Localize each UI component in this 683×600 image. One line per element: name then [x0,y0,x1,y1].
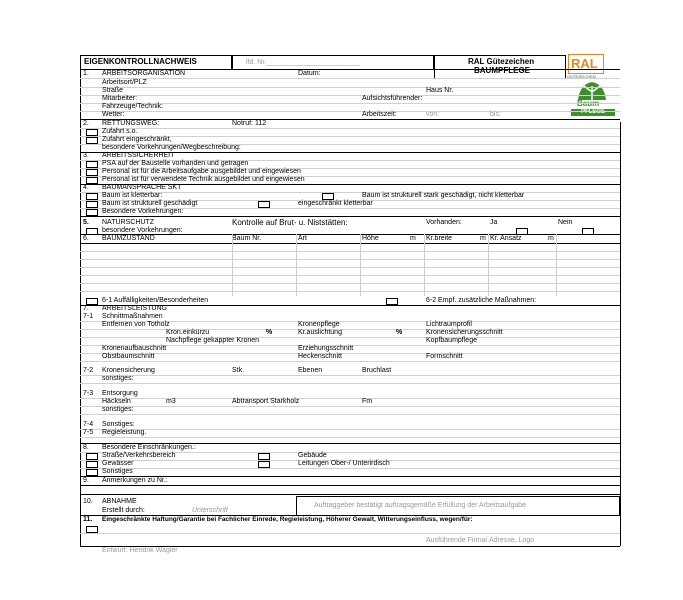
col-kr-breite-unit: m [480,235,486,242]
entsorgung-label: Entsorgung [102,390,138,397]
rule [80,398,620,399]
notruf-label: Notruf: 112 [232,120,267,127]
unterschrift-label[interactable]: Unterschrift [192,507,228,514]
rule [80,87,620,88]
rule [80,291,620,292]
section9-title: Anmerkungen zu Nr.: [102,477,168,484]
rule [80,353,620,354]
rule [80,533,620,534]
col-hoehe: Höhe [362,235,379,242]
col-divider [424,234,425,296]
section8-title: Besondere Einschränkungen.: [102,444,196,451]
rule [80,329,620,330]
nicht-kletterbar-checkbox[interactable] [322,193,334,200]
section10-title: ABNAHME [102,498,137,505]
s72-number: 7-2 [83,367,94,374]
ral-line2: BAUMPFLEGE [474,66,530,75]
rule [80,414,620,415]
rule [80,468,620,469]
naturschutz-vorkehrungen-label: besondere Vorkehrungen: [102,227,183,234]
regieleistung-label: Regieleistung. [102,429,147,436]
kontrolle-label: Kontrolle auf Brut- u. Niststätten: [232,218,348,227]
m3-label: m3 [166,398,176,405]
sonstiges-8-label: Sonstiges [102,468,133,475]
section4-title: BAUMANSPRACHE SKT [102,184,182,191]
lichtraum-label: Lichtraumprofil [426,321,472,328]
section8-number: 8. [83,444,89,451]
section7-number: 7. [83,305,89,312]
auffaelligkeiten-label: 6-1 Auffälligkeiten/Besonderheiten [102,297,209,304]
sonstiges-8-checkbox[interactable] [86,469,98,476]
kronenaufbau-label: Kronenaufbauschnitt [102,345,167,352]
rule [80,494,620,495]
section2-title: RETTUNGSWEG: [102,120,160,127]
rule [80,406,620,407]
col-kr-ansatz-unit: m [548,235,554,242]
gebaeude-label: Gebäude [298,452,327,459]
rule [80,78,620,79]
zufahrt-checkbox[interactable] [86,129,98,136]
auffaelligkeiten-checkbox[interactable] [86,298,98,305]
hausnr-label: Haus Nr. [426,87,454,94]
von-label: von: [426,111,440,118]
rule [80,111,620,112]
psa-label: PSA auf der Baustelle vorhanden und getragen [102,160,249,167]
aufsicht-label: Aufsichtsführender: [362,95,423,102]
form-border-left [80,68,81,546]
form-title: EIGENKONTROLLNACHWEIS [84,57,197,66]
kronenauslichtung-label: Kr.auslichtung [298,329,342,336]
section11-number: 11. [83,516,93,523]
bruchlast-label: Bruchlast [362,367,392,374]
col-divider [556,234,557,296]
leitungen-label: Leitungen Ober-/ Unterirdisch [298,460,390,467]
obstbaum-label: Obstbaumschnitt [102,353,155,360]
section9-number: 9. [83,477,89,484]
gewaesser-label: Gewässer [102,460,134,467]
col-divider [488,234,489,296]
sonstiges-72-label: sonstiges: [102,375,134,382]
zufahrt-eingeschraenkt-checkbox[interactable] [86,137,98,144]
col-divider [360,234,361,296]
section4-number: 4. [83,184,89,191]
empf-massnahmen-checkbox[interactable] [386,298,398,305]
ral-line1: RAL Gütezeichen [468,57,535,66]
zufahrt-eingeschraenkt-label: Zufahrt eingeschränkt, [102,136,172,143]
fm-label: Fm [362,398,373,405]
empf-massnahmen-label: 6-2 Empf. zusätzliche Maßnahmen: [426,297,537,304]
rule [80,283,620,284]
erziehungsschnitt-label: Erziehungsschnitt [298,345,354,352]
personal-aufgabe-label: Personal ist für die Arbeitsaufgabe ausgebildet und eingewiesen [102,168,301,175]
sonstiges-73-label: sonstiges: [102,406,134,413]
strukturell-geschaedigt-label: Baum ist strukturell geschädigt [102,200,198,207]
besondere-vorkehrungen-checkbox[interactable] [86,209,98,216]
haeckseln-label: Häckseln [102,398,131,405]
vorhanden-label: Vorhanden: [426,219,462,226]
erstellt-label: Erstellt durch: [102,507,145,514]
col-kr-breite: Kr.breite [426,235,453,242]
baum-logo-text: Baum [577,99,600,108]
lfd-nr-field[interactable]: lfd. Nr.________________________ [246,59,360,66]
personal-technik-checkbox[interactable] [86,177,98,184]
col-baum-nr: Baum Nr. [232,235,262,242]
section3-title: ARBEITSSICHERHEIT [102,152,175,159]
rule [80,375,620,376]
stk-label: Stk. [232,367,245,374]
s74-number: 7-4 [83,421,94,428]
eingeschraenkt-kletterbar-label: eingeschränkt kletterbar [298,200,373,207]
zufahrt-label: Zufahrt s.o. [102,128,138,135]
col-divider [296,234,297,296]
nachpflege-label: Nachpflege gekappter Kronen [166,337,260,344]
rule [80,234,620,235]
section1-number: 1. [83,70,89,77]
heckenschnitt-label: Heckenschnitt [298,353,342,360]
rule [80,259,620,260]
psa-checkbox[interactable] [86,161,98,168]
section10-number: 10. [83,498,93,505]
s75-number: 7-5 [83,429,94,436]
arbeitszeit-label: Arbeitszeit: [362,111,397,118]
bis-label: bis: [490,111,501,118]
section2-number: 2. [83,120,89,127]
section7-title: ARBEITSLEISTUNG [102,305,167,312]
nicht-kletterbar-label: Baum ist strukturell stark geschädigt, nicht kletterbar [362,192,525,199]
sonstiges-74-label: Sonstiges: [102,421,135,428]
strasse-label: Straße [102,87,124,94]
kronensicherung-label: Kronensicherung [102,367,155,374]
kopfbaumpflege-label: Kopfbaumpflege [426,337,477,344]
section3-number: 3. [83,152,89,159]
personal-aufgabe-checkbox[interactable] [86,169,98,176]
strukturell-geschaedigt-checkbox[interactable] [86,201,98,208]
auftraggeber-text: Auftraggeber bestätigt auftragsgemäße Erfüllung der Arbeitsaufgabe [314,502,527,509]
section1-title: ARBEITSORGANISATION [102,70,186,77]
abtransport-label: Abtransport Starkholz [232,398,300,405]
kronenauslichtung-percent: % [396,329,403,336]
wetter-label: Wetter: [102,111,125,118]
besondere-vorkehrungen-label: Besondere Vorkehrungen: [102,208,184,215]
totholz-label: Entfernen von Totholz [102,321,170,328]
rule [80,216,620,217]
section6-number: 6. [83,235,89,242]
rule [80,437,620,438]
rule [80,337,620,338]
section5-title: NATURSCHUTZ [102,219,154,226]
kronensicherungsschnitt-label: Kronensicherungsschnitt [426,329,503,336]
leitungen-checkbox[interactable] [258,461,270,468]
rule [80,429,620,430]
s73-number: 7-3 [83,390,94,397]
ja-label: Ja [490,219,498,226]
pflege-logo-text: PFLEGE [581,109,606,115]
form-border-right [620,122,621,546]
rule [80,267,620,268]
kroneinkuerzung-label: Kron.einkürzu [166,329,210,336]
firma-label: Ausführende Firma/ Adresse, Logo [426,537,535,544]
haftung-text: Eingeschränkte Haftung/Garantie bei Fachlicher Einrede, Regieleistung, Höherer Gewalt, Witterungseinfluss, wegen/für: [102,516,473,523]
eingeschraenkt-kletterbar-checkbox[interactable] [258,201,270,208]
ral-logo-subtext: GÜTEZEICHEN [567,74,596,79]
nein-label: Nein [558,219,573,226]
fahrzeuge-label: Fahrzeuge/Technik: [102,103,164,110]
strasse-checkbox[interactable] [86,453,98,460]
strasse-verkehr-label: Straße/Verkehrsbereich [102,452,176,459]
rule [80,275,620,276]
rule [80,243,620,244]
kletterbar-checkbox[interactable] [86,193,98,200]
col-divider [232,234,233,296]
rule [80,251,620,252]
ral-logo-text: RAL [571,56,598,71]
arbeitsort-label: Arbeitsort/PLZ [102,79,147,86]
haftung-checkbox[interactable] [86,526,98,533]
ebenen-label: Ebenen [298,367,323,374]
col-art: Art [298,235,307,242]
rule [80,95,620,96]
rule [80,361,620,362]
col-kr-ansatz: Kr. Ansatz [490,235,522,242]
col-hoehe-unit: m [410,235,416,242]
schnittmassnahmen-label: Schnittmaßnahmen [102,313,163,320]
gewaesser-checkbox[interactable] [86,461,98,468]
kroneinkuerzung-percent: % [266,329,273,336]
kronenpflege-label: Kronenpflege [298,321,340,328]
section5-number: 5. [83,219,89,226]
section6-title: BAUMZUSTAND [102,235,155,242]
rule [80,119,620,120]
wegbeschreibung-label: besondere Vorkehrungen/Wegbeschreibung: [102,144,241,151]
rule [80,128,620,129]
kletterbar-label: Baum ist kletterbar: [102,192,163,199]
gebaeude-checkbox[interactable] [258,453,270,460]
s71-number: 7-1 [83,313,94,320]
datum-label: Datum: [298,70,321,77]
rule [80,383,620,384]
formschnitt-label: Formschnitt [426,353,463,360]
mitarbeiter-label: Mitarbeiter: [102,95,138,102]
entwurf-label: Entwurf: Hendrik Wagler [102,547,178,554]
rule [80,485,620,486]
personal-technik-label: Personal ist für verwendete Technik ausgebildet und eingewiesen [102,176,305,183]
